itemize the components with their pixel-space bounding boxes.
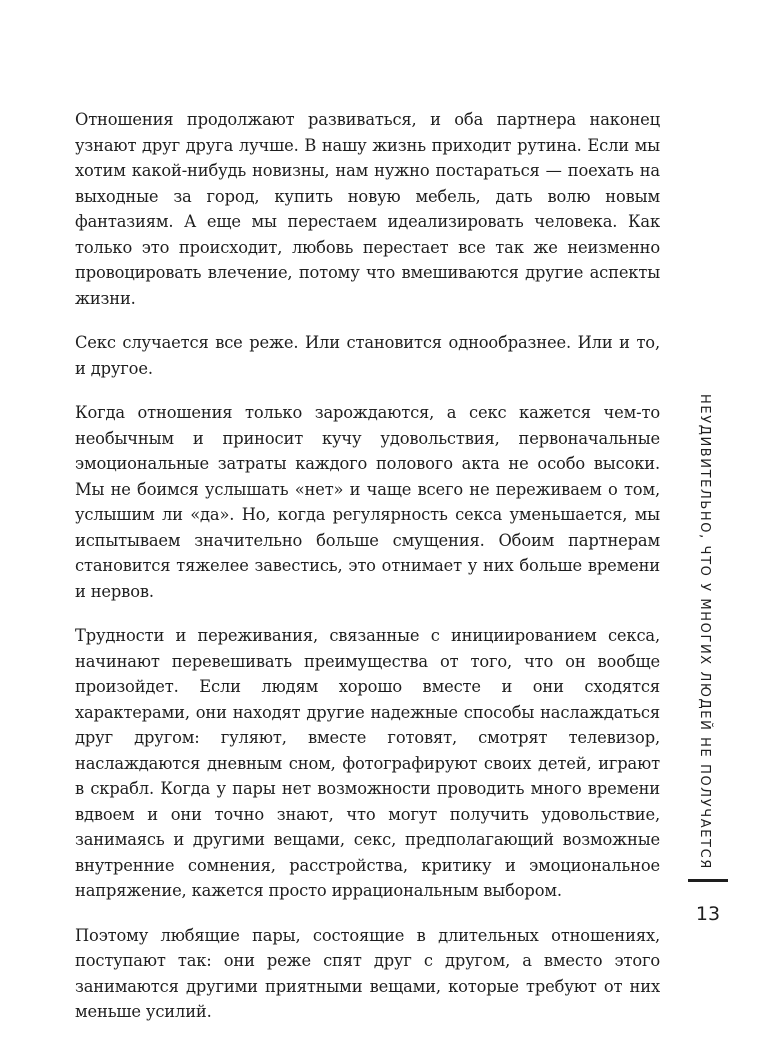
page-number-rule (688, 879, 728, 882)
running-head: НЕУДИВИТЕЛЬНО, ЧТО У МНОГИХ ЛЮДЕЙ НЕ ПОЛУЧАЕТСЯ (697, 394, 712, 870)
paragraph-2: Секс случается все реже. Или становится однообразнее. Или и то, и другое. (75, 333, 660, 378)
body-text (75, 107, 660, 1044)
paragraph-1: Отношения продолжают развиваться, и оба партнера наконец узнают друг друга лучше. В нашу жизнь приходит рутина. Если мы хотим какой-нибудь новизны, нам нужно постараться — поехать на выходные за город, купить новую мебель, дать волю новым фантазиям. А еще мы перестаем идеализировать человека. Как только это происходит, любовь перестает все так же неизменно провоцировать влечение, потому что вмешиваются другие аспекты жизни. (75, 110, 660, 308)
paragraph-5: Поэтому любящие пары, состоящие в длительных отношениях, поступают так: они реже спят друг с другом, а вместо этого занимаются другими приятными вещами, которые требуют от них меньше усилий. (75, 925, 660, 1021)
page-number: 13 (695, 903, 721, 925)
paragraph-3: Когда отношения только зарождаются, а секс кажется чем-то необычным и приносит кучу удовольствия, первоначальные эмоциональные затраты каждого полового акта не особо высоки. Мы не боимся услышать «нет» и чаще всего не переживаем о том, услышим ли «да». Но, когда регулярность секса уменьшается, мы испытываем значительно больше смущения. Обоим партнерам становится тяжелее завестись, это отнимает у них больше времени и нервов. (75, 403, 660, 601)
paragraph-4: Трудности и переживания, связанные с инициированием секса, начинают перевешивать преимущества от того, что он вообще произойдет. Если людям хорошо вместе и они сходятся характерами, они находят другие надежные способы наслаждаться друг другом: гуляют, вместе готовят, смотрят телевизор, наслаждаются дневным сном, фотографируют своих детей, играют в скрабл. Когда у пары нет возможности проводить много времени вдвоем и они точно знают, что могут получить удовольствие, занимаясь и другими вещами, секс, предполагающий возможные внутренние сомнения, расстройства, критику и эмоциональное напряжение, кажется просто иррациональным выбором. (75, 626, 660, 900)
